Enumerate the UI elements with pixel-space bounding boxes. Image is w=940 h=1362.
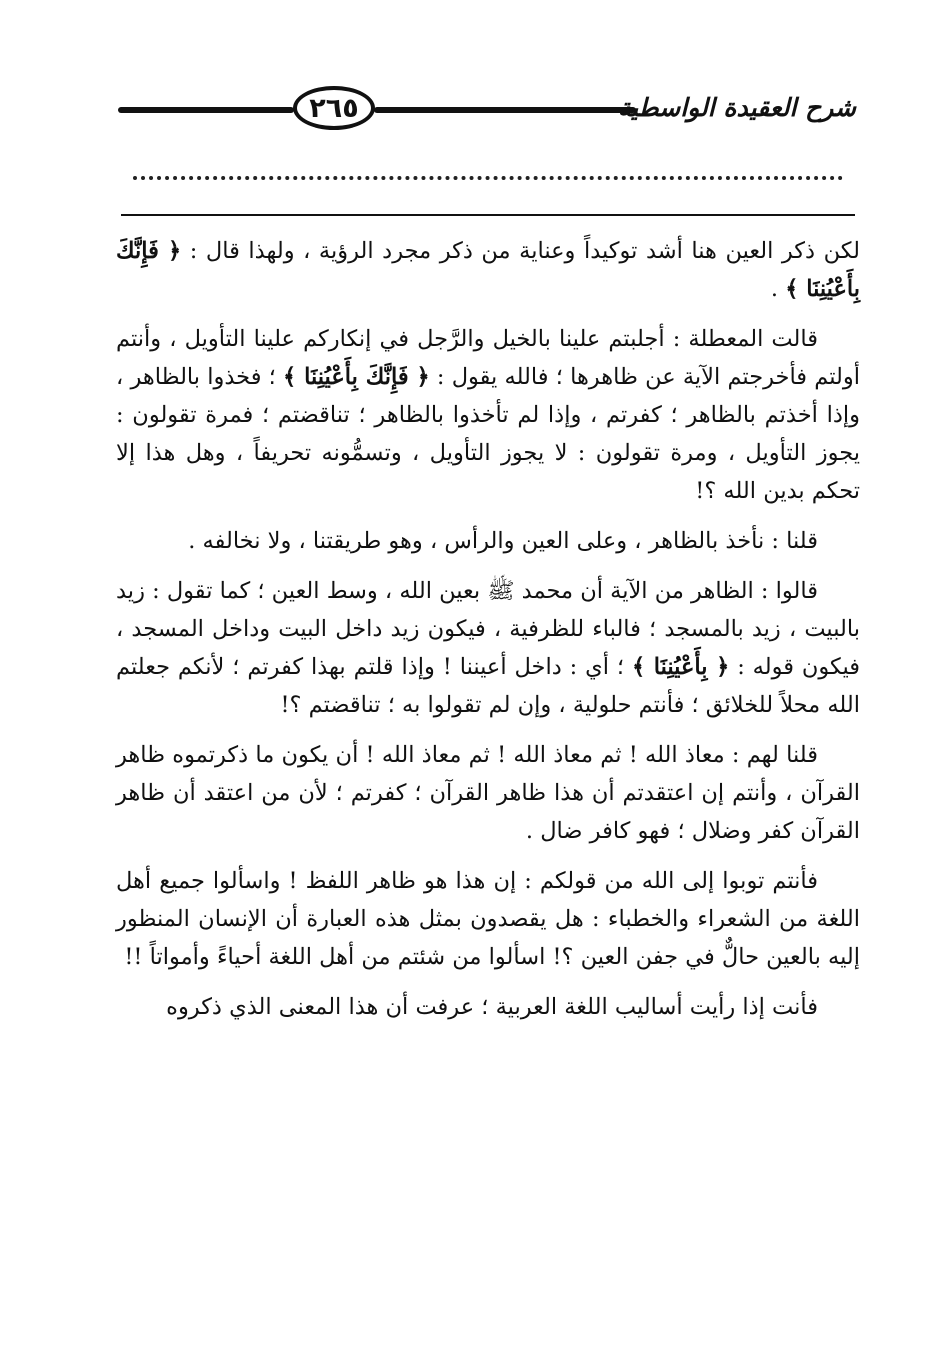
paragraph-6: فأنتم توبوا إلى الله من قولكم : إن هذا هو ظاهر اللفظ ! واسألوا جميع أهل اللغة من الشعراء والخطباء : هل يقصدون بمثل هذه العبارة أن الإنسان المنظور إليه بالعين حالٌّ في جفن العين ؟! اسألوا من شئتم من أهل اللغة أحياءً وأمواتاً !! (116, 868, 860, 970)
page-number: ٢٦٥ (293, 86, 375, 130)
header-rule-right (374, 107, 636, 113)
paragraph-text: ؛ أي : داخل أعيننا ! وإذا قلتم بهذا كفرتم ؛ لأنكم جعلتم الله محلاً للخلائق ؛ فأنتم حلولية ، وإن لم تقولوا به ؛ تناقضتم ؟! (116, 654, 860, 718)
paragraph-text: ؛ فخذوا بالظاهر ، وإذا أخذتم بالظاهر ؛ كفرتم ، وإذا لم تأخذوا بالظاهر ؛ تناقضتم ؛ فمرة تقولون : يجوز التأويل ، ومرة تقولون : لا يجوز التأويل ، وتسمُّونه تحريفاً ، وهل هذا إلا تحكم بدين الله ؟! (116, 364, 860, 504)
paragraph-4 (116, 572, 860, 724)
paragraph-text: قالوا : الظاهر من الآية أن محمد ﷺ بعين الله ، وسط العين ؛ كما تقول : زيد بالبيت ، زيد بالمسجد ؛ فالباء للظرفية ، فيكون زيد داخل البيت وداخل المسجد ، فيكون قوله : (116, 578, 860, 680)
page-body (116, 232, 860, 1038)
quran-verse: ﴿ فَإِنَّكَ بِأَعْيُنِنَا ﴾ (116, 238, 860, 302)
quran-verse: ﴿ فَإِنَّكَ بِأَعْيُنِنَا ﴾ (283, 364, 430, 390)
paragraph-3: قلنا : نأخذ بالظاهر ، وعلى العين والرأس ، وهو طريقتنا ، ولا نخالفه . (188, 528, 818, 554)
paragraph-7: فأنت إذا رأيت أساليب اللغة العربية ؛ عرفت أن هذا المعنى الذي ذكروه (166, 994, 818, 1020)
page-header (110, 80, 855, 142)
quran-verse: ﴿ بِأَعْيُنِنَا ﴾ (631, 654, 730, 680)
separator-line (121, 214, 855, 216)
paragraph-2 (116, 320, 860, 510)
header-rule-left (118, 107, 294, 113)
paragraph-1 (116, 232, 860, 308)
paragraph-text: لكن ذكر العين هنا أشد توكيداً وعناية من ذكر مجرد الرؤية ، ولهذا قال : (181, 238, 860, 264)
paragraph-text: قالت المعطلة : أجلبتم علينا بالخيل والرَّجل في إنكاركم علينا التأويل ، وأنتم أولتم فأخرجتم الآية عن ظاهرها ؛ فالله يقول : (116, 326, 861, 390)
paragraph-text: . (770, 276, 786, 302)
dotted-divider (133, 176, 843, 180)
paragraph-5: قلنا لهم : معاذ الله ! ثم معاذ الله ! ثم معاذ الله ! أن يكون ما ذكرتموه ظاهر القرآن ، وأنتم إن اعتقدتم أن هذا ظاهر القرآن ؛ كفرتم ؛ لأن من اعتقد أن ظاهر القرآن كفر وضلال ؛ فهو كافر ضال . (116, 742, 860, 844)
book-title: شرح العقيدة الواسطية (617, 93, 856, 122)
